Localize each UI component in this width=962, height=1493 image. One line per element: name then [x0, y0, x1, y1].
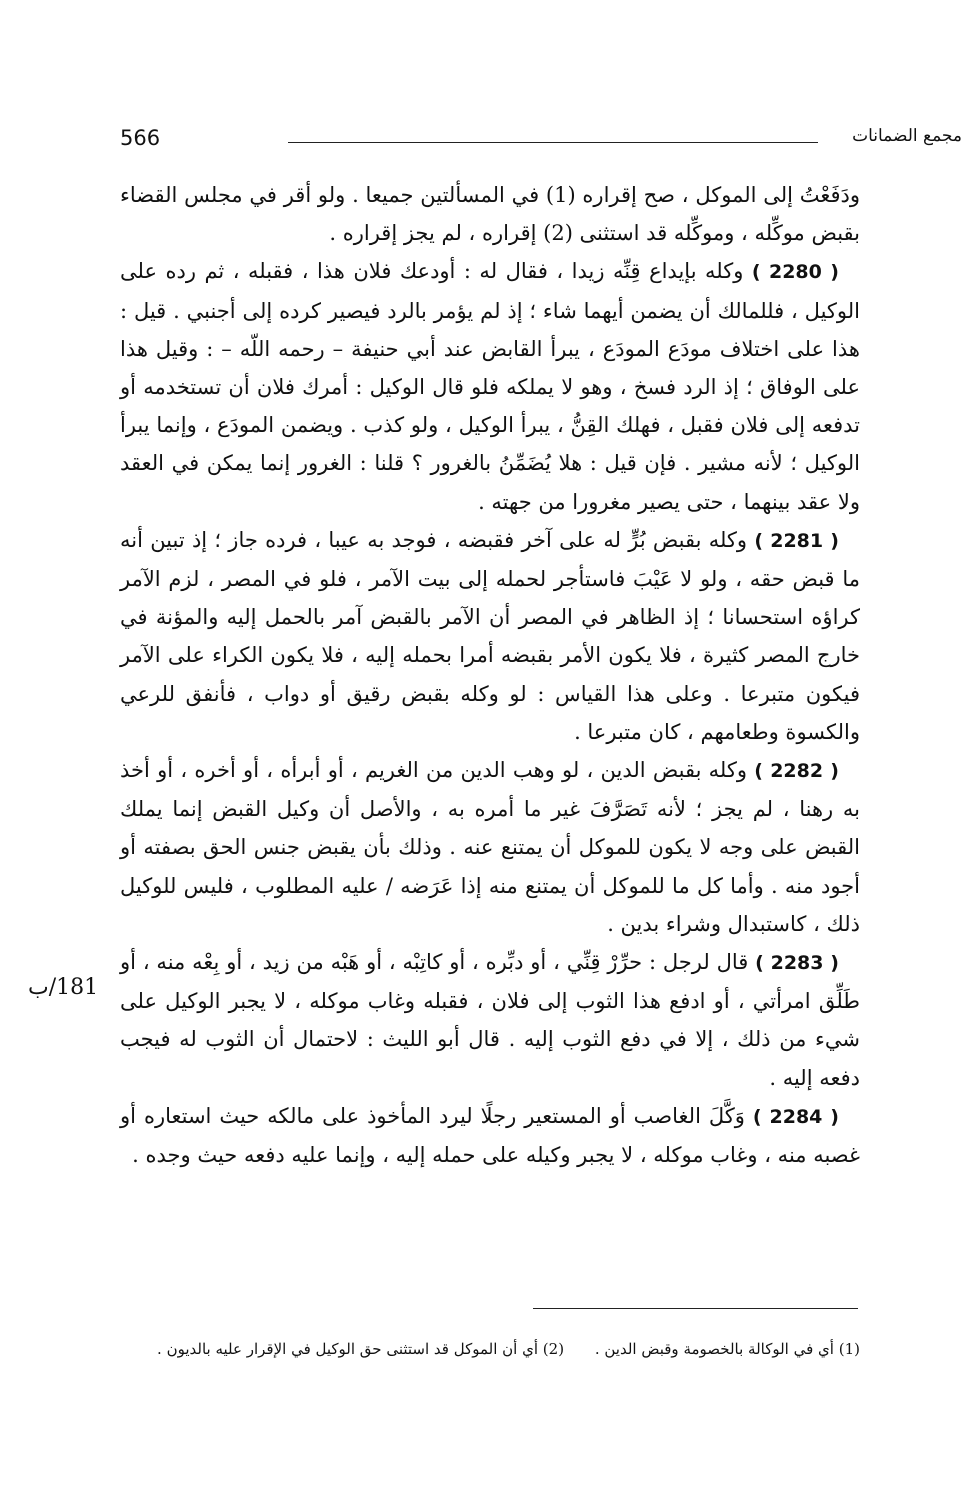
footnote: (2) أي أن الموكل قد استثنى حق الوكيل في الإقرار عليه بالديون .: [157, 1340, 565, 1358]
paragraph-text: وكله بقبض بُرٍّ له على آخر فقبضه ، فوجد به عيبا ، فرده جاز ؛ إذ تبين أنه ما قبض حقه ، ولو لا عَيْبَ فاستأجر لحمله إلى بيت الآمر ، فلو في المصر ، لزم الآمر كراؤه استحسانا ؛ إذ الظاهر في المصر أن الآمر بالقبض آمر بالحمل إليه والمؤنة في خارج المصر كثيرة ، فلا يكون الأمر بقبضه أمرا بحمله إليه ، فلا يكون الكراء على الآمر فيكون متبرعا . وعلى هذا القياس : لو وكله بقبض رقيق أو دواب ، فأنفق للرعي والكسوة وطعامهم ، كان متبرعا .: [120, 527, 860, 744]
paragraph: [120, 1097, 860, 1174]
page-header: [120, 126, 962, 166]
paragraph-number: ( 2281 ): [754, 529, 839, 552]
paragraph-text: وكله بقبض الدين ، لو وهب الدين من الغريم ، أو أبرأه ، أو أخره ، أو أخذ به رهنا ، لم يجز ؛ لأنه تَصَرَّفَ غير ما أمره به ، والأصل أن وكيل القبض إنما يملك القبض على وجه لا يكون للموكل أن يمتنع عنه . وذلك بأن يقبض جنس الحق بصفته أو أجود منه . وأما كل ما للموكل أن يمتنع منه إذا عَرَضه / عليه المطلوب ، فليس للوكيل ذلك ، كاستبدال وشراء بدين .: [120, 758, 860, 936]
paragraph-number: ( 2282 ): [754, 760, 839, 783]
paragraph-text: ودَفَعْتُ إلى الموكل ، صح إقراره (1) في المسألتين جميعا . ولو أقر في مجلس القضاء بقبض موكِّله ، وموكِّله قد استثنى (2) إقراره ، لم يجز إقراره .: [120, 183, 860, 246]
paragraph-text: وَكَّلَ الغاصب أو المستعير رجلًا ليرد المأخوذ على مالكه حيث استعاره أو غصبه منه ، وغاب موكله ، لا يجبر وكيله على حمله إليه ، وإنما عليه دفعه حيث وجده .: [120, 1103, 860, 1168]
paragraph: [120, 521, 860, 751]
running-title: مجمع الضمانات: [852, 126, 962, 146]
paragraph-number: ( 2284 ): [752, 1105, 839, 1128]
paragraph: [120, 751, 860, 943]
paragraph-number: ( 2280 ): [751, 261, 839, 284]
paragraph: [120, 943, 860, 1097]
footnote: (1) أي في الوكالة بالخصومة وقبض الدين .: [594, 1340, 860, 1358]
paragraph: [120, 252, 860, 520]
paragraph-text: قال لرجل : حرِّرْ قِنِّي ، أو دبِّره ، أو كاتِبْه ، أو هَبْه من زيد ، أو بِعْه منه ، أو طَلِّق امرأتي ، أو ادفع هذا الثوب إلى فلان ، فقبله وغاب موكله ، لا يجبر الوكيل على شيء من ذلك ، إلا في دفع الثوب إليه . قال أبو الليث : لاحتمال أن الثوب له فيجب دفعه إليه .: [120, 950, 860, 1090]
page-number: 566: [120, 126, 161, 150]
paragraph-number: ( 2283 ): [755, 952, 839, 975]
body-text: [120, 176, 860, 1174]
footnote-rule: [533, 1308, 858, 1309]
paragraph: [120, 176, 860, 252]
manuscript-folio-note: 181/ب: [28, 975, 99, 1000]
paragraph-text: وكله بإيداع قِنِّه زيدا ، فقال له : أودعك فلان هذا ، فقبله ، ثم رده على الوكيل ، فللمالك أن يضمن أيهما شاء ؛ إذ لم يؤمر بالرد فيصير كرده إلى أجنبي . قيل : هذا على اختلاف مودَع المودَع ، يبرأ القابض عند أبي حنيفة – رحمه اللّه – : وقيل هذا على الوفاق ؛ إذ الرد فسخ ، وهو لا يملكه فلو قال الوكيل : أمرك فلان أن تستخدمه أو تدفعه إلى فلان فقبل ، فهلك القِنُّ ، يبرأ الوكيل ، ولو كذب . ويضمن المودَع ، وإنما يبرأ الوكيل ؛ لأنه مشير . فإن قيل : هلا يُضَمِّنُ بالغرور ؟ قلنا : الغرور إنما يمكن في العقد ولا عقد بينهما ، حتى يصير مغرورا من جهته .: [120, 259, 860, 514]
footnotes: [120, 1340, 860, 1358]
